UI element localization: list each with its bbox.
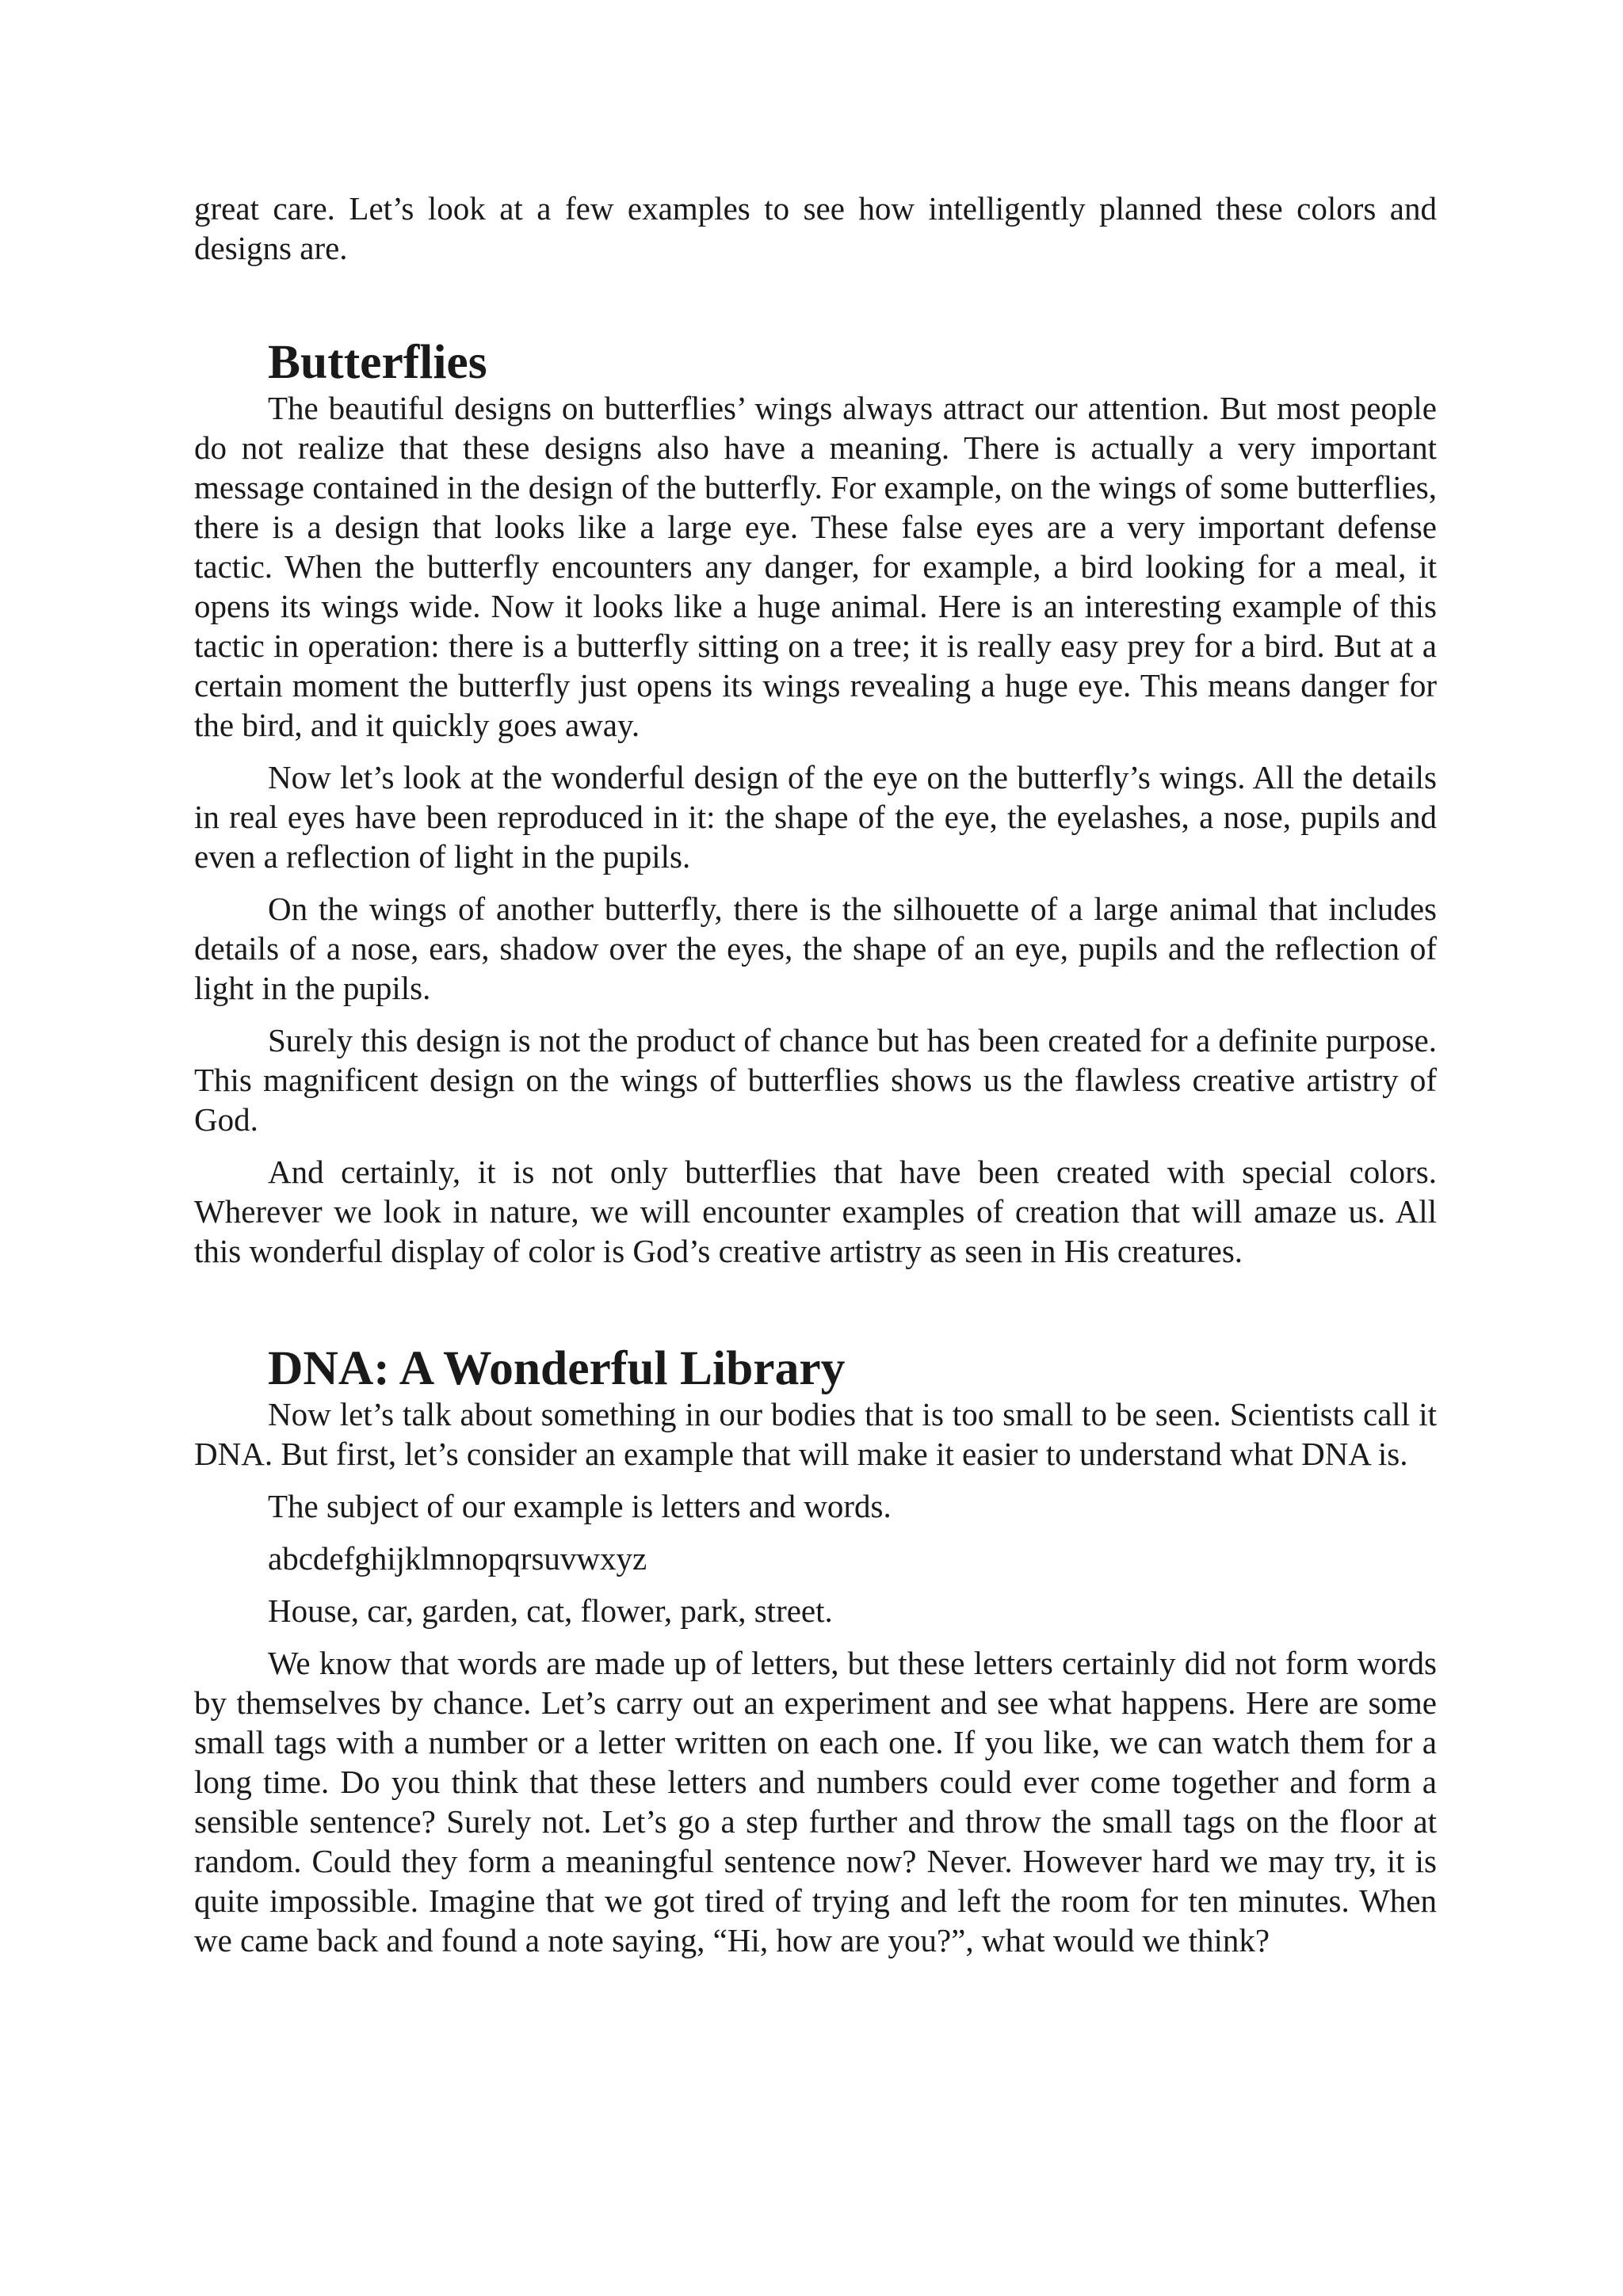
dna-heading: DNA: A Wonderful Library — [268, 1341, 846, 1395]
butterflies-paragraph-2: Now let’s look at the wonderful design of the eye on the butterfly’s wings. All the details in real eyes have been reproduced in it: the shape of the eye, the eyelashes, a nose, pupils and even a reflection of light in the pupils. — [194, 759, 1437, 875]
dna-paragraph-1: Now let’s talk about something in our bodies that is too small to be seen. Scientists call it DNA. But first, let’s consider an example that will make it easier to understand what DNA is. — [194, 1396, 1437, 1472]
butterflies-paragraph-5: And certainly, it is not only butterflies that have been created with special colors. Wherever we look in nature, we will encounter examples of creation that will amaze us. All this wonderful display of color is God’s creative artistry as seen in His creatures. — [194, 1154, 1437, 1269]
dna-words-line: House, car, garden, cat, flower, park, street. — [268, 1592, 833, 1629]
butterflies-paragraph-1: The beautiful designs on butterflies’ wings always attract our attention. But most people do not realize that these designs also have a meaning. There is actually a very important message contained in the design of the butterfly. For example, on the wings of some butterflies, there is a design that looks like a large eye. These false eyes are a very important defense tactic. When the butterfly encounters any danger, for example, a bird looking for a meal, it opens its wings wide. Now it looks like a huge animal. Here is an interesting example of this tactic in operation: there is a butterfly sitting on a tree; it is really easy prey for a bird. But at a certain moment the butterfly just opens its wings revealing a huge eye. This means danger for the bird, and it quickly goes away. — [194, 390, 1437, 743]
butterflies-heading: Butterflies — [268, 335, 487, 389]
document-page — [194, 189, 1437, 1973]
butterflies-paragraph-4: Surely this design is not the product of chance but has been created for a definite purpose. This magnificent design on the wings of butterflies shows us the flawless creative artistry of God. — [194, 1022, 1437, 1138]
butterflies-paragraph-3: On the wings of another butterfly, there is the silhouette of a large animal that includes details of a nose, ears, shadow over the eyes, the shape of an eye, pupils and the reflection of light in the pupils. — [194, 891, 1437, 1006]
intro-continuation-paragraph: great care. Let’s look at a few examples to see how intelligently planned these colors and designs are. — [194, 190, 1437, 266]
dna-alphabet-line: abcdefghijklmnopqrsuvwxyz — [268, 1540, 647, 1577]
dna-paragraph-2: The subject of our example is letters and words. — [268, 1488, 892, 1524]
section-spacer — [194, 1283, 1437, 1348]
section-spacer — [194, 280, 1437, 342]
dna-paragraph-5: We know that words are made up of letters, but these letters certainly did not form words by themselves by chance. Let’s carry out an experiment and see what happens. Here are some small tags with a number or a letter written on each one. If you like, we can watch them for a long time. Do you think that these letters and numbers could ever come together and form a sensible sentence? Surely not. Let’s go a step further and throw the small tags on the floor at random. Could they form a meaningful sentence now? Never. However hard we may try, it is quite impossible. Imagine that we got tired of trying and left the room for ten minutes. When we came back and found a note saying, “Hi, how are you?”, what would we think? — [194, 1645, 1437, 1958]
